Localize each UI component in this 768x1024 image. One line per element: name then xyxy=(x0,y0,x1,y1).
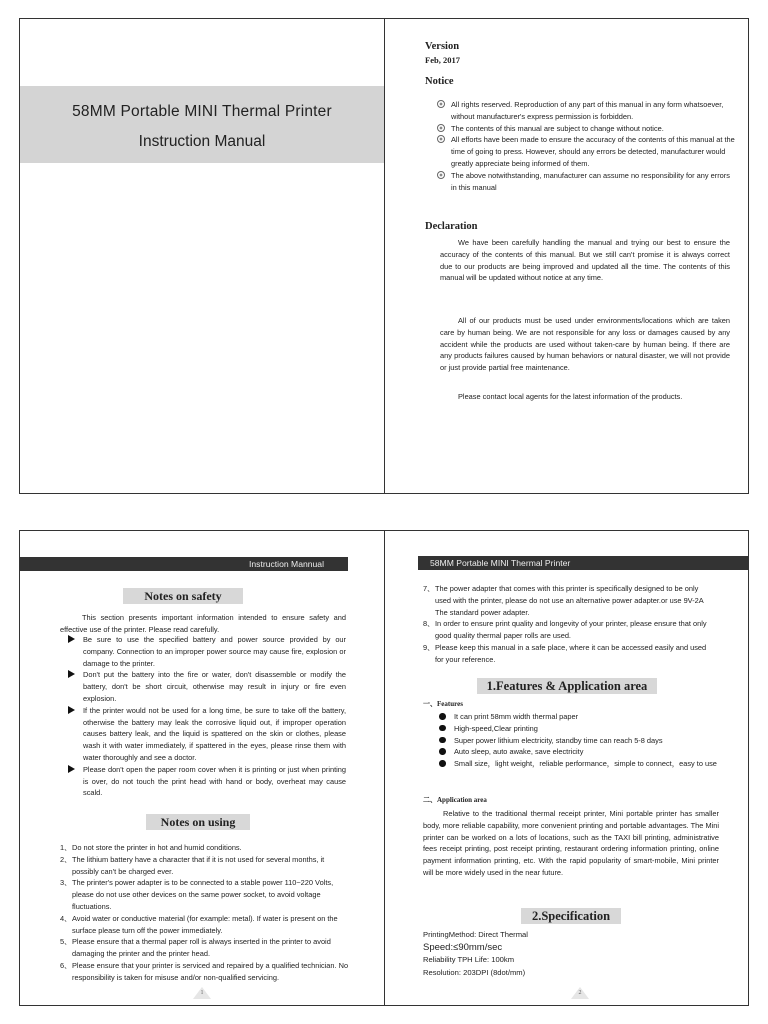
notice-item: The contents of this manual are subject to change without notice. xyxy=(437,123,737,135)
cover-page xyxy=(20,19,385,493)
safety-item: Don't put the battery into the fire or water, don't disassemble or modify the battery, don't be short circuit, otherwise may result in injury or fire even explosion. xyxy=(68,669,346,704)
spec-item: Resolution: 203DPI (8dot/mm) xyxy=(423,967,526,977)
feature-item: Super power lithium electricity, standby time can reach 5-8 days xyxy=(438,735,728,747)
version-date: Feb, 2017 xyxy=(425,55,460,65)
cover-title-line1: 58MM Portable MINI Thermal Printer xyxy=(72,103,332,120)
features-list xyxy=(438,711,728,770)
notice-item: The above notwithstanding, manufacturer can assume no responsibility for any errors in this manual xyxy=(437,170,737,194)
using-item: 3、 The printer's power adapter is to be connected to a stable power 110~220 Volts, please do not use other devices on the same power socket, to avoid voltage fluctuations. xyxy=(60,878,334,911)
features-title: 1.Features & Application area xyxy=(477,678,657,694)
safety-title: Notes on safety xyxy=(123,588,243,604)
safety-intro: This section presents important information intended to ensure safety and effective use of the printer. Please read carefully. xyxy=(60,613,346,634)
dot-bullet-icon xyxy=(439,713,446,720)
page-1 xyxy=(20,531,385,1005)
using-item: 6、 Please ensure that your printer is serviced and repaired by a qualified technician. No responsibility is taken for misuse and/or non-qualified servicing. xyxy=(60,960,349,982)
cover-title-line2: Instruction Manual xyxy=(138,133,266,150)
safety-item: Please don't open the paper room cover when it is printing or just when printing is over, do not touch the print head with hand or body, overheat may cause scald. xyxy=(68,764,346,799)
declaration-heading: Declaration xyxy=(425,221,478,232)
using-list-cont xyxy=(423,583,713,666)
using-item: 1、 Do not store the printer in hot and humid conditions. xyxy=(60,843,242,852)
triangle-bullet-icon xyxy=(68,635,75,643)
spec-item: PrintingMethod: Direct Thermal xyxy=(423,930,528,939)
declaration-para3: Please contact local agents for the latest information of the products. xyxy=(458,392,683,401)
triangle-bullet-icon xyxy=(68,670,75,678)
bullet-icon xyxy=(437,124,445,132)
declaration-para1: We have been carefully handling the manual and trying our best to ensure the accuracy of the contents of this manual. But we still can't promise it is always correct due to our products are being improved and updated all the time. The contents of this manual will be updated without notice at any time. xyxy=(440,238,730,283)
application-subheading: 二、Application area xyxy=(423,796,487,804)
safety-item: If the printer would not be used for a long time, be sure to take off the battery, otherwise the battery may leak the corrosive liquid out, if improper operation causes battery leak, and the liquid is spattered on the skin or clothes, please wash it with water immediately, if spattered in the eyes, please rinse them with water thoroughly and see a doctor. xyxy=(68,705,346,764)
notice-item: All rights reserved. Reproduction of any part of this manual in any form whatsoever, without manufacturer's express permission is forbidden. xyxy=(437,99,737,123)
notice-page xyxy=(385,19,748,493)
dot-bullet-icon xyxy=(439,725,446,732)
top-spread xyxy=(19,18,749,494)
using-title: Notes on using xyxy=(146,814,250,830)
using-item: 5、 Please ensure that a thermal paper roll is always inserted in the printer to avoid damaging the printer and the printer head. xyxy=(60,937,331,959)
dot-bullet-icon xyxy=(439,760,446,767)
page2-header-bar: 58MM Portable MINI Thermal Printer xyxy=(418,556,748,570)
page-number-2: 2 xyxy=(571,987,589,999)
application-text: Relative to the traditional thermal receipt printer, Mini portable printer has smaller body, more reliable capability, more convenient printing and portable advantages. The Mini printer can be worked on a lots of locations, such as the TAXI bill printing, administrative fees receipt printing, post receipt printing, restaurant ordering information printing, online payment information printing, etc. With the rapid popularity of smart-mobile, Mini printer will be more widely used in the near future. xyxy=(423,809,719,877)
cover-title-band xyxy=(20,86,384,163)
feature-item: Small size，light weight，reliable performance，simple to connect，easy to use xyxy=(438,758,728,770)
feature-item: Auto sleep, auto awake, save electricity xyxy=(438,746,728,758)
spec-item: Speed:≤90mm/sec xyxy=(423,941,503,953)
feature-item: It can print 58mm width thermal paper xyxy=(438,711,728,723)
features-subheading: 一、Features xyxy=(423,700,463,708)
bullet-icon xyxy=(437,171,445,179)
triangle-bullet-icon xyxy=(68,765,75,773)
spec-item: Reliability TPH Life: 100km xyxy=(423,955,515,964)
using-item: 9、 Please keep this manual in a safe place, where it can be accessed easily and used for your reference. xyxy=(423,642,707,664)
version-heading: Version xyxy=(425,41,460,52)
bullet-icon xyxy=(437,135,445,143)
notice-list xyxy=(437,99,737,193)
page-2 xyxy=(385,531,748,1005)
using-item: 7、 The power adapter that comes with this printer is specifically designed to be only used with the printer, please do not use an alternative power adapter.or use 9V-2A The standard power adapter. xyxy=(423,584,704,617)
safety-list xyxy=(68,634,346,799)
dot-bullet-icon xyxy=(439,737,446,744)
using-item: 8、 In order to ensure print quality and longevity of your printer, please ensure that only good quality thermal paper rolls are used. xyxy=(423,619,707,641)
safety-item: Be sure to use the specified battery and power source provided by our company. Connection to an improper power source may cause fire, explosion or damage to the printer. xyxy=(68,634,346,669)
notice-item: All efforts have been made to ensure the accuracy of the contents of this manual at the time of going to press. However, should any errors be detected, manufacturer would greatly appreciate being informed of them. xyxy=(437,134,737,169)
feature-item: High-speed,Clear printing xyxy=(438,723,728,735)
bottom-spread xyxy=(19,530,749,1006)
declaration-para2: All of our products must be used under environments/locations which are taken care by human being. We are not responsible for any loss or damages caused by any accident while the products are used without taken-care by human being. If there are any products failures caused by human behaviors or natural disaster, we will not provide or just provide partial free maintenance. xyxy=(440,316,730,373)
using-item: 2、 The lithium battery have a character that if it is not used for several months, it possibly can't be charged ever. xyxy=(60,854,325,876)
bullet-icon xyxy=(437,100,445,108)
using-list xyxy=(60,842,350,984)
spec-list xyxy=(423,929,528,979)
page1-header-bar: Instruction Mannual xyxy=(20,557,348,571)
page-number-1: 1 xyxy=(193,987,211,999)
triangle-bullet-icon xyxy=(68,706,75,714)
spec-title: 2.Specification xyxy=(521,908,621,924)
dot-bullet-icon xyxy=(439,748,446,755)
notice-heading: Notice xyxy=(425,76,454,87)
using-item: 4、 Avoid water or conductive material (for example: metal). If water is present on the surface please turn off the power immediately. xyxy=(60,913,338,935)
